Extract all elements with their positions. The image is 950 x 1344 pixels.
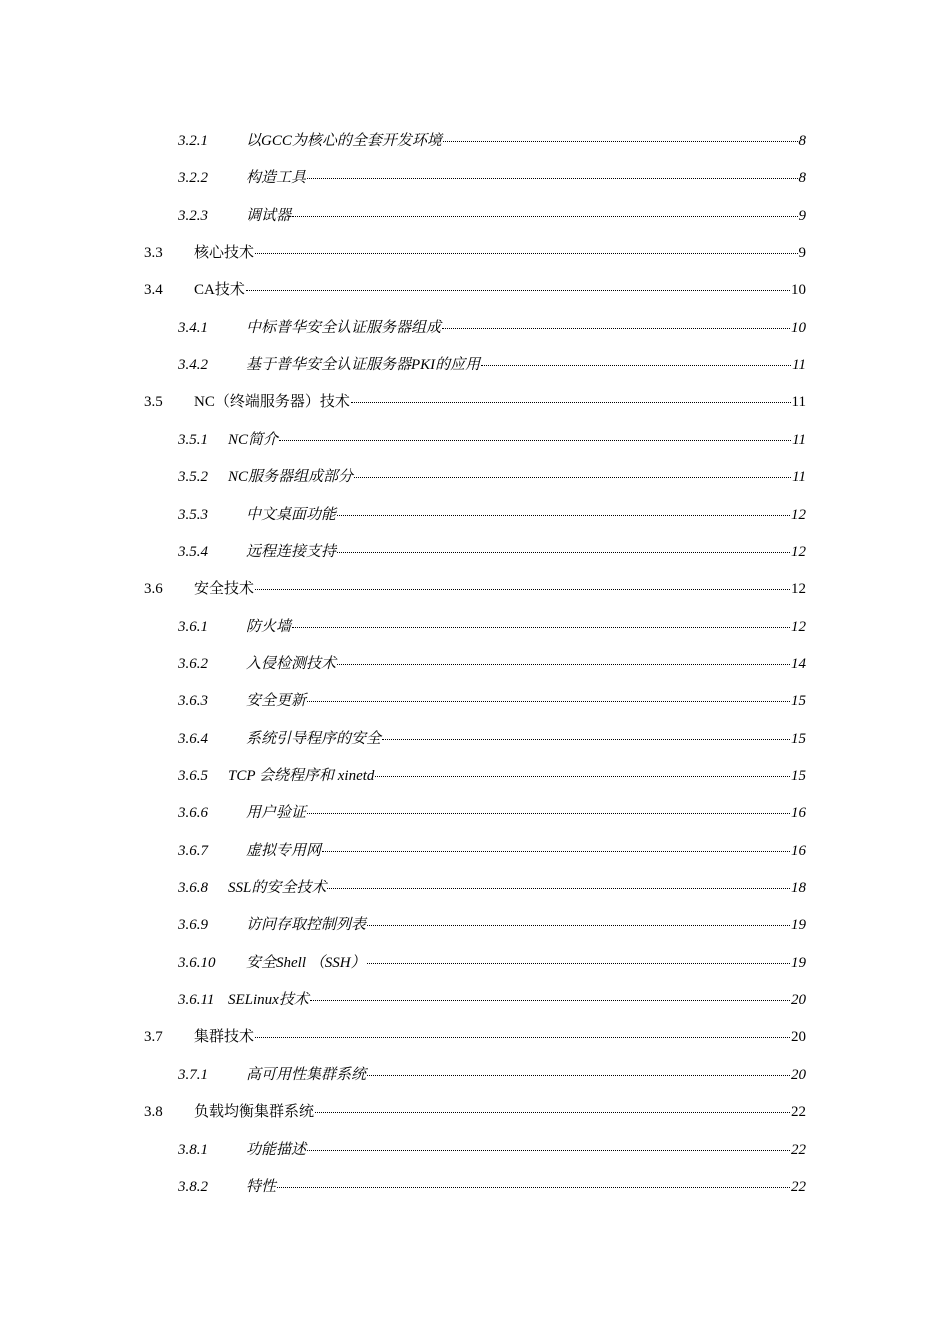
toc-entry[interactable] <box>178 729 806 749</box>
toc-entry[interactable] <box>178 467 806 487</box>
toc-entry-title: 功能描述 <box>246 1141 307 1158</box>
toc-entry-page-number: 9 <box>798 207 806 224</box>
toc-entry-title: 以GCC为核心的全套开发环境 <box>246 133 442 149</box>
toc-entry-page-number: 12 <box>791 506 806 523</box>
toc-entry[interactable] <box>178 617 806 637</box>
toc-entry[interactable] <box>144 243 806 263</box>
toc-entry-number: 3.4 <box>144 282 163 299</box>
toc-entry-number: 3.6.5 <box>178 768 208 784</box>
dot-leader <box>367 1075 790 1076</box>
toc-entry-number: 3.6.11 <box>178 992 215 1009</box>
toc-entry[interactable] <box>178 318 806 338</box>
toc-entry[interactable] <box>178 1065 806 1085</box>
toc-entry-number: 3.8.1 <box>178 1141 208 1158</box>
toc-entry-page-number: 20 <box>791 1029 806 1046</box>
toc-entry-title: NC（终端服务器）技术 <box>194 394 350 411</box>
toc-entry[interactable] <box>178 766 806 786</box>
toc-entry-page-number: 10 <box>791 282 806 299</box>
toc-entry-page-number: 10 <box>791 319 806 336</box>
toc-entry-page-number: 12 <box>791 618 806 635</box>
toc-entry-page-number: 11 <box>792 431 806 448</box>
toc-entry-number: 3.2.3 <box>178 207 208 224</box>
toc-entry-title: SELinux技术 <box>228 992 309 1009</box>
toc-entry-title: 防火墙 <box>246 618 292 635</box>
toc-entry-number: 3.6.3 <box>178 693 208 710</box>
toc-entry-number: 3.5.4 <box>178 543 208 560</box>
dot-leader <box>337 552 790 553</box>
toc-entry[interactable] <box>178 430 806 450</box>
toc-entry-page-number: 19 <box>791 917 806 934</box>
toc-entry-title: 安全Shell （SSH） <box>246 954 366 971</box>
dot-leader <box>292 627 790 628</box>
toc-entry-title: 入侵检测技术 <box>246 655 337 672</box>
dot-leader <box>327 888 790 889</box>
dot-leader <box>277 1187 790 1188</box>
toc-entry-title: TCP 会绕程序和 xinetd <box>228 768 375 784</box>
toc-entry-number: 3.2.1 <box>178 133 208 149</box>
toc-entry[interactable] <box>178 1140 806 1160</box>
dot-leader <box>443 141 798 142</box>
toc-entry-number: 3.6 <box>144 581 163 598</box>
toc-entry[interactable] <box>178 915 806 935</box>
dot-leader <box>310 1000 790 1001</box>
toc-entry-title: SSL的安全技术 <box>228 880 327 896</box>
toc-entry-title: 集群技术 <box>194 1029 255 1046</box>
toc-entry-number: 3.5.2 <box>178 469 208 486</box>
toc-entry-number: 3.6.1 <box>178 618 208 635</box>
toc-entry-page-number: 22 <box>791 1141 806 1158</box>
toc-entry-page-number: 15 <box>791 693 806 710</box>
toc-entry-number: 3.6.9 <box>178 917 208 934</box>
toc-entry-title: 用户验证 <box>246 805 307 822</box>
dot-leader <box>292 216 797 217</box>
toc-entry[interactable] <box>178 542 806 562</box>
dot-leader <box>337 515 790 516</box>
toc-entry-number: 3.6.6 <box>178 805 208 822</box>
toc-entry-page-number: 20 <box>791 1066 806 1083</box>
toc-entry-title: 安全更新 <box>246 693 307 710</box>
toc-entry-number: 3.4.1 <box>178 319 208 336</box>
toc-entry[interactable] <box>178 990 806 1010</box>
toc-entry-page-number: 12 <box>791 543 806 560</box>
dot-leader <box>307 813 790 814</box>
dot-leader <box>307 178 797 179</box>
toc-entry-page-number: 15 <box>791 730 806 747</box>
toc-entry-number: 3.8.2 <box>178 1178 208 1195</box>
dot-leader <box>442 328 790 329</box>
toc-entry-page-number: 8 <box>798 170 806 187</box>
toc-entry-number: 3.7 <box>144 1029 163 1046</box>
dot-leader <box>367 963 790 964</box>
dot-leader <box>279 440 791 441</box>
toc-entry-number: 3.8 <box>144 1104 163 1121</box>
toc-entry-title: 调试器 <box>246 207 292 224</box>
toc-entry[interactable] <box>144 579 806 599</box>
toc-entry-number: 3.6.8 <box>178 880 208 896</box>
toc-entry-number: 3.5.3 <box>178 506 208 523</box>
toc-entry-page-number: 15 <box>791 768 806 784</box>
toc-entry-number: 3.6.2 <box>178 655 208 672</box>
toc-entry-title: 负载均衡集群系统 <box>194 1104 315 1121</box>
toc-entry[interactable] <box>178 168 806 188</box>
dot-leader <box>246 290 790 291</box>
dot-leader <box>382 739 790 740</box>
toc-entry-page-number: 19 <box>791 954 806 971</box>
toc-entry-page-number: 22 <box>791 1104 806 1121</box>
dot-leader <box>315 1112 790 1113</box>
toc-entry[interactable] <box>178 691 806 711</box>
toc-entry-title: 系统引导程序的安全 <box>246 730 382 747</box>
toc-entry-title: 安全技术 <box>194 581 255 598</box>
toc-entry-page-number: 22 <box>791 1178 806 1195</box>
toc-entry-title: 高可用性集群系统 <box>246 1066 367 1083</box>
toc-entry-page-number: 8 <box>798 133 806 149</box>
toc-entry-title: CA技术 <box>194 282 245 299</box>
toc-entry-page-number: 12 <box>791 581 806 598</box>
toc-entry[interactable] <box>144 1102 806 1122</box>
dot-leader <box>255 253 797 254</box>
toc-entry-number: 3.6.10 <box>178 954 216 971</box>
toc-entry[interactable] <box>178 206 806 226</box>
toc-entry[interactable] <box>144 392 806 412</box>
toc-entry[interactable] <box>178 1177 806 1197</box>
toc-entry-title: 中标普华安全认证服务器组成 <box>246 319 442 336</box>
toc-entry[interactable] <box>178 505 806 525</box>
toc-entry-number: 3.3 <box>144 245 163 262</box>
toc-entry[interactable] <box>178 803 806 823</box>
toc-entry-title: 远程连接支持 <box>246 543 337 560</box>
toc-entry-title: 基于普华安全认证服务器PKI的应用 <box>246 357 481 374</box>
toc-entry[interactable] <box>178 878 806 898</box>
toc-entry-title: 核心技术 <box>194 245 255 262</box>
toc-entry-title: 中文桌面功能 <box>246 506 337 523</box>
toc-entry-page-number: 16 <box>791 842 806 859</box>
dot-leader <box>337 664 790 665</box>
toc-entry[interactable] <box>178 131 806 151</box>
toc-entry-title: NC简介 <box>228 431 279 448</box>
toc-entry-number: 3.6.7 <box>178 842 208 859</box>
dot-leader <box>322 851 790 852</box>
toc-entry[interactable] <box>144 1027 806 1047</box>
dot-leader <box>481 365 791 366</box>
toc-entry-page-number: 16 <box>791 805 806 822</box>
toc-entry-page-number: 11 <box>792 357 806 374</box>
toc-entry-title: 访问存取控制列表 <box>246 917 367 934</box>
toc-entry-title: 虚拟专用网 <box>246 842 322 859</box>
toc-entry-number: 3.5.1 <box>178 431 208 448</box>
toc-entry[interactable] <box>178 953 806 973</box>
toc-entry[interactable] <box>178 355 806 375</box>
toc-entry-page-number: 11 <box>791 394 806 411</box>
dot-leader <box>307 1150 790 1151</box>
toc-entry-page-number: 20 <box>791 992 806 1009</box>
toc-entry[interactable] <box>178 654 806 674</box>
dot-leader <box>255 589 790 590</box>
toc-entry-number: 3.5 <box>144 394 163 411</box>
dot-leader <box>367 925 790 926</box>
toc-entry-number: 3.7.1 <box>178 1066 208 1083</box>
toc-entry[interactable] <box>144 280 806 300</box>
toc-entry-title: 构造工具 <box>246 170 307 187</box>
dot-leader <box>255 1037 790 1038</box>
dot-leader <box>354 477 791 478</box>
toc-entry-number: 3.6.4 <box>178 730 208 747</box>
toc-entry[interactable] <box>178 841 806 861</box>
toc-entry-page-number: 14 <box>791 655 806 672</box>
toc-entry-number: 3.4.2 <box>178 357 208 374</box>
dot-leader <box>351 402 791 403</box>
dot-leader <box>307 701 790 702</box>
toc-entry-number: 3.2.2 <box>178 170 208 187</box>
toc-entry-page-number: 9 <box>798 245 806 262</box>
toc-entry-page-number: 18 <box>791 880 806 896</box>
toc-entry-title: 特性 <box>246 1178 277 1195</box>
toc-entry-title: NC服务器组成部分 <box>228 469 354 486</box>
dot-leader <box>375 776 790 777</box>
toc-entry-page-number: 11 <box>792 469 806 486</box>
